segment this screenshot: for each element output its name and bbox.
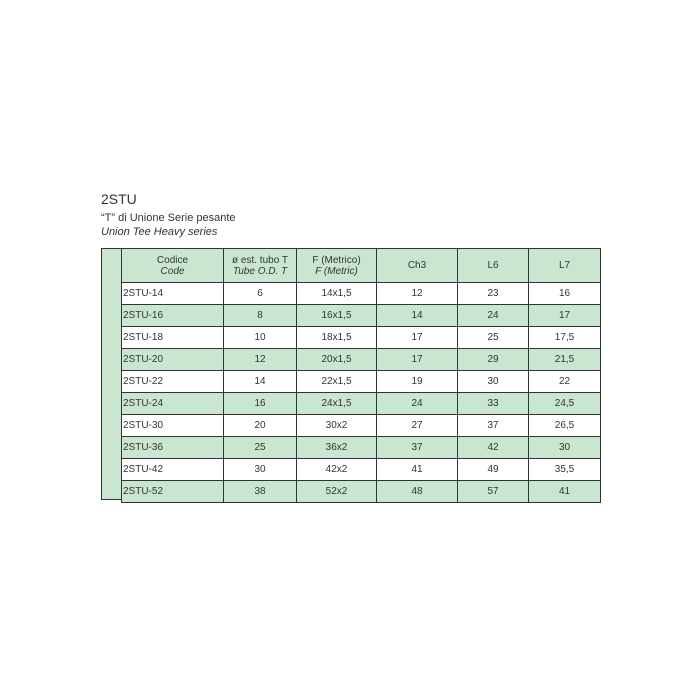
cell-thread-f: 16x1,5	[297, 305, 377, 327]
header-code-it: Codice	[156, 254, 189, 266]
cell-ch3: 17	[377, 349, 458, 371]
cell-code: 2STU-16	[122, 305, 224, 327]
cell-tube-od: 16	[224, 393, 297, 415]
table-row	[122, 349, 601, 371]
header-l6	[458, 249, 529, 283]
cell-tube-od: 6	[224, 283, 297, 305]
spec-table-wrapper	[101, 248, 601, 503]
cell-ch3: 48	[377, 481, 458, 503]
cell-l6: 57	[458, 481, 529, 503]
cell-code: 2STU-52	[122, 481, 224, 503]
cell-l6: 49	[458, 459, 529, 481]
header-tube-od	[224, 249, 297, 283]
header-code	[122, 249, 224, 283]
cell-tube-od: 25	[224, 437, 297, 459]
cell-l7: 35,5	[529, 459, 601, 481]
cell-l7: 26,5	[529, 415, 601, 437]
header-thread-f-it: F (Metrico)	[312, 254, 361, 266]
header-ch3-label: Ch3	[407, 260, 427, 271]
table-row	[122, 371, 601, 393]
cell-tube-od: 12	[224, 349, 297, 371]
cell-ch3: 19	[377, 371, 458, 393]
cell-l7: 21,5	[529, 349, 601, 371]
cell-code: 2STU-30	[122, 415, 224, 437]
cell-thread-f: 20x1,5	[297, 349, 377, 371]
cell-code: 2STU-24	[122, 393, 224, 415]
table-row	[122, 327, 601, 349]
cell-code: 2STU-18	[122, 327, 224, 349]
cell-l6: 23	[458, 283, 529, 305]
cell-l6: 42	[458, 437, 529, 459]
table-row	[122, 393, 601, 415]
cell-tube-od: 8	[224, 305, 297, 327]
header-l7	[529, 249, 601, 283]
cell-ch3: 41	[377, 459, 458, 481]
cell-l6: 29	[458, 349, 529, 371]
cell-tube-od: 20	[224, 415, 297, 437]
table-row	[122, 459, 601, 481]
spec-table	[121, 248, 601, 503]
cell-l7: 30	[529, 437, 601, 459]
cell-ch3: 27	[377, 415, 458, 437]
cell-tube-od: 10	[224, 327, 297, 349]
table-row	[122, 437, 601, 459]
header-code-en: Code	[160, 265, 185, 277]
header-ch3	[377, 249, 458, 283]
cell-thread-f: 22x1,5	[297, 371, 377, 393]
cell-thread-f: 14x1,5	[297, 283, 377, 305]
cell-thread-f: 24x1,5	[297, 393, 377, 415]
table-row	[122, 305, 601, 327]
table-body	[122, 283, 601, 503]
cell-code: 2STU-22	[122, 371, 224, 393]
header-tube-od-it: ø est. tubo T	[232, 254, 288, 266]
table-row	[122, 481, 601, 503]
cell-l6: 25	[458, 327, 529, 349]
cell-thread-f: 52x2	[297, 481, 377, 503]
cell-l6: 37	[458, 415, 529, 437]
cell-ch3: 12	[377, 283, 458, 305]
cell-ch3: 14	[377, 305, 458, 327]
side-strip	[101, 248, 121, 500]
title-italian: “T” di Unione Serie pesante	[101, 212, 236, 224]
cell-code: 2STU-14	[122, 283, 224, 305]
cell-tube-od: 14	[224, 371, 297, 393]
cell-l7: 24,5	[529, 393, 601, 415]
cell-thread-f: 42x2	[297, 459, 377, 481]
cell-l7: 22	[529, 371, 601, 393]
table-header-row	[122, 249, 601, 283]
header-l6-label: L6	[487, 260, 499, 271]
cell-l7: 17,5	[529, 327, 601, 349]
cell-l7: 41	[529, 481, 601, 503]
cell-tube-od: 38	[224, 481, 297, 503]
cell-ch3: 37	[377, 437, 458, 459]
header-thread-f-en: F (Metric)	[315, 265, 358, 277]
title-english: Union Tee Heavy series	[101, 226, 218, 238]
cell-ch3: 17	[377, 327, 458, 349]
header-l7-label: L7	[558, 260, 571, 271]
cell-l6: 24	[458, 305, 529, 327]
cell-code: 2STU-42	[122, 459, 224, 481]
table-row	[122, 283, 601, 305]
table-row	[122, 415, 601, 437]
header-tube-od-en: Tube O.D. T	[232, 265, 288, 277]
cell-tube-od: 30	[224, 459, 297, 481]
cell-thread-f: 36x2	[297, 437, 377, 459]
cell-code: 2STU-36	[122, 437, 224, 459]
cell-l7: 16	[529, 283, 601, 305]
cell-code: 2STU-20	[122, 349, 224, 371]
product-code: 2STU	[101, 191, 137, 207]
cell-l7: 17	[529, 305, 601, 327]
cell-l6: 33	[458, 393, 529, 415]
cell-thread-f: 30x2	[297, 415, 377, 437]
cell-ch3: 24	[377, 393, 458, 415]
heading-block	[101, 190, 236, 239]
cell-l6: 30	[458, 371, 529, 393]
cell-thread-f: 18x1,5	[297, 327, 377, 349]
header-thread-f	[297, 249, 377, 283]
